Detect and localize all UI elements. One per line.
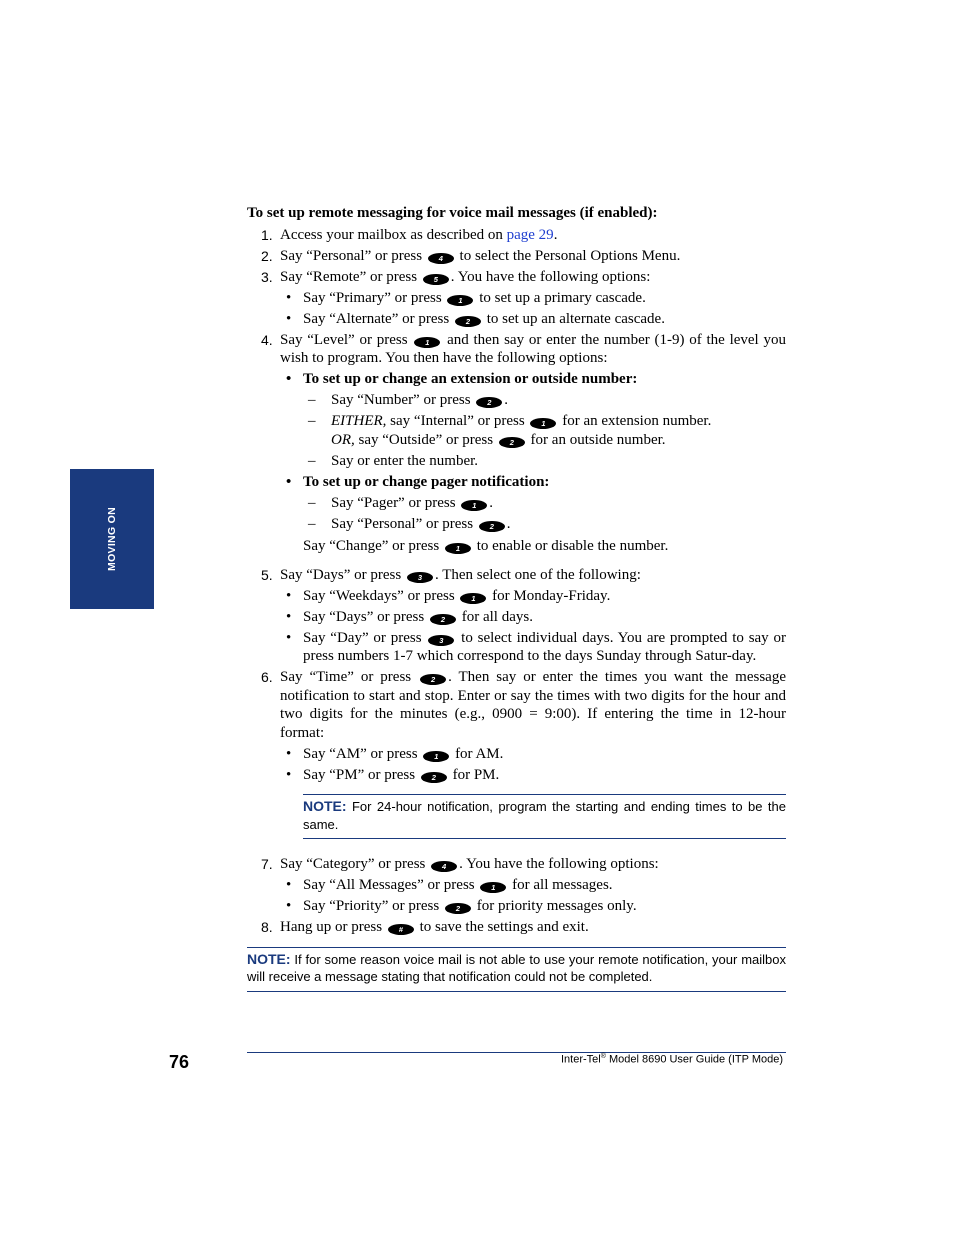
procedure-heading: To set up remote messaging for voice mail messages (if enabled):	[247, 205, 658, 221]
step-8: 8. Hang up or press # to save the settings and exit.	[261, 919, 589, 935]
keypad-key-icon: 1	[423, 751, 449, 762]
list-item: • Say “Days” or press 2 for all days.	[247, 608, 786, 627]
keypad-key-icon: 2	[476, 397, 502, 408]
keypad-key-icon: 5	[423, 274, 449, 285]
step-number: 1.	[261, 226, 273, 243]
step-5: 5. Say “Days” or press 3 . Then select one of the following:	[261, 566, 641, 583]
keypad-key-icon: 2	[430, 614, 456, 625]
keypad-key-icon: 4	[428, 253, 454, 264]
step-number: 4.	[261, 331, 273, 348]
list-item: • Say “All Messages” or press 1 for all messages.	[247, 876, 786, 895]
footer-title: Inter-Tel® Model 8690 User Guide (ITP Mode)	[560, 1053, 783, 1066]
step-4: 4. Say “Level” or press 1 and then say or enter the number (1-9) of the level you wish to program. You then have the following options:	[261, 331, 786, 366]
section-tab-label: MOVING ON	[106, 507, 118, 571]
subheading-extension: • To set up or change an extension or outside number:	[247, 370, 786, 389]
step-number: 5.	[261, 566, 273, 583]
keypad-key-icon: 1	[414, 337, 440, 348]
list-item: – Say “Personal” or press 2 .	[247, 515, 786, 534]
keypad-key-icon: 1	[530, 418, 556, 429]
keypad-key-icon: 1	[445, 543, 471, 554]
page-number: 76	[169, 1052, 190, 1072]
list-item: • Say “AM” or press 1 for AM.	[247, 745, 786, 764]
list-item: – Say “Pager” or press 1 .	[247, 494, 786, 513]
list-item: – Say “Number” or press 2 .	[247, 391, 786, 410]
list-item: • Say “Alternate” or press 2 to set up an alternate cascade.	[247, 310, 786, 329]
keypad-key-icon: 2	[445, 903, 471, 914]
page-content	[247, 204, 786, 992]
step-7: 7. Say “Category” or press 4 . You have the following options:	[261, 856, 659, 872]
keypad-key-icon: 2	[420, 674, 446, 685]
keypad-key-icon: 2	[421, 772, 447, 783]
note-label: NOTE:	[303, 798, 347, 814]
keypad-key-icon: 1	[447, 295, 473, 306]
keypad-key-icon: 4	[431, 861, 457, 872]
note-text: For 24-hour notification, program the starting and ending times to be the same.	[303, 799, 786, 832]
keypad-key-icon: 3	[428, 635, 454, 646]
keypad-key-icon: 2	[479, 521, 505, 532]
step-1: 1. Access your mailbox as described on page 29.	[261, 226, 558, 243]
keypad-key-icon: 2	[455, 316, 481, 327]
subheading-pager: • To set up or change pager notification:	[247, 473, 786, 492]
step-number: 2.	[261, 247, 273, 264]
list-item: • Say “Primary” or press 1 to set up a primary cascade.	[247, 289, 786, 308]
list-item: • Say “Weekdays” or press 1 for Monday-Friday.	[247, 587, 786, 606]
step-number: 7.	[261, 856, 273, 872]
step-3: 3. Say “Remote” or press 5 . You have the following options:	[261, 268, 651, 285]
note-text: If for some reason voice mail is not able to use your remote notification, your mailbox will receive a message stating that notification could not be completed.	[247, 951, 786, 984]
list-item: – Say or enter the number.	[247, 452, 786, 471]
keypad-key-icon: 1	[460, 593, 486, 604]
note-box	[303, 794, 786, 839]
keypad-key-icon: 1	[480, 882, 506, 893]
page-link[interactable]: page 29	[506, 226, 554, 243]
list-item: • Say “PM” or press 2 for PM.	[247, 766, 786, 785]
change-instruction: Say “Change” or press 1 to enable or disable the number.	[303, 538, 669, 554]
step-number: 6.	[261, 669, 273, 685]
list-item: • Say “Priority” or press 2 for priority messages only.	[247, 897, 786, 916]
list-item: – EITHER, say “Internal” or press 1 for an extension number. OR, say “Outside” or press 2 for an outside number.	[247, 412, 786, 449]
step-6: 6. Say “Time” or press 2 . Then say or enter the times you want the message notification to start and stop. Enter or say the times with two digits for the hour and two digits for the minutes (e.g., 0900 = 9:00). If entering the time in 12-hour format:	[261, 669, 786, 741]
keypad-key-icon: 2	[499, 437, 525, 448]
step-number: 3.	[261, 268, 273, 285]
list-item: • Say “Day” or press 3 to select individual days. You are prompted to say or press numbers 1-7 which correspond to the days Sunday through Satur-day.	[247, 629, 786, 666]
section-tab	[70, 469, 154, 609]
step-number: 8.	[261, 919, 273, 935]
keypad-key-icon: #	[388, 924, 414, 935]
step-2: 2. Say “Personal” or press 4 to select the Personal Options Menu.	[261, 247, 681, 264]
keypad-key-icon: 1	[461, 500, 487, 511]
note-label: NOTE:	[247, 950, 291, 967]
keypad-key-icon: 3	[407, 572, 433, 583]
note-box	[247, 947, 786, 992]
